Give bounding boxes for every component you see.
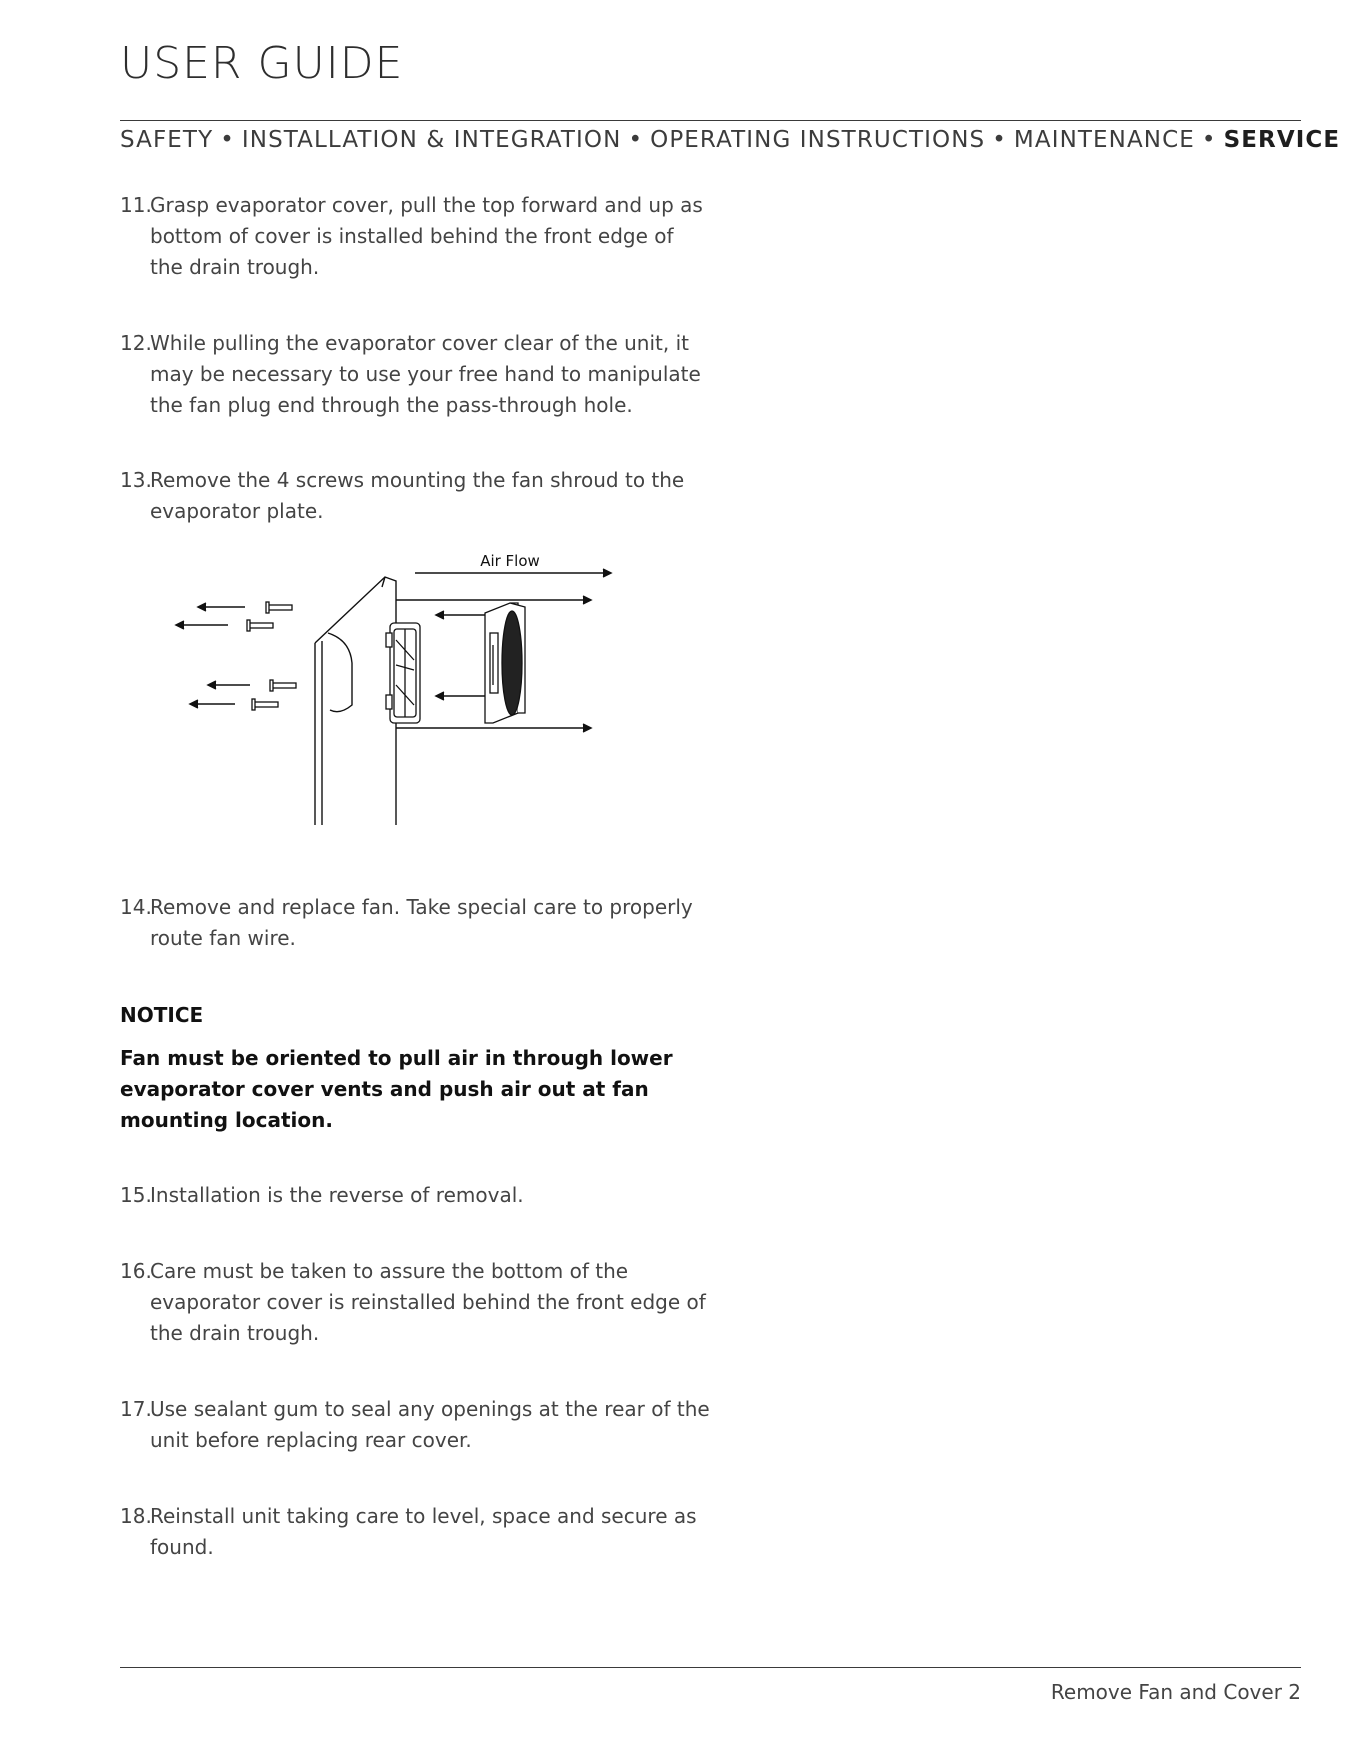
fan-removal-diagram [160,545,640,825]
footer-divider [120,1667,1301,1668]
nav-separator: • [992,127,1007,153]
nav-item-maintenance[interactable]: MAINTENANCE [1013,127,1195,153]
step-number: 12. [120,331,152,355]
notice-body: Fan must be oriented to pull air in through lower evaporator cover vents and push air out at fan mounting location. [120,1046,673,1132]
nav-item-installation[interactable]: INSTALLATION & INTEGRATION [241,127,622,153]
nav-separator: • [1201,127,1217,153]
step-text: Reinstall unit taking care to level, space and secure as found. [150,1504,697,1559]
nav-item-operating-instructions[interactable]: OPERATING INSTRUCTIONS [650,127,986,153]
step-text: Installation is the reverse of removal. [150,1183,524,1207]
footer-page-label: Remove Fan and Cover 2 [1050,1680,1301,1704]
step-text: Care must be taken to assure the bottom of the evaporator cover is reinstalled behind the front edge of the drain trough. [150,1259,706,1345]
step-text: Use sealant gum to seal any openings at the rear of the unit before replacing rear cover. [150,1397,710,1452]
step-17 [120,1394,710,1456]
fan-icon [386,623,420,723]
step-number: 11. [120,193,152,217]
step-number: 13. [120,468,152,492]
evaporator-plate [315,577,396,825]
screws [247,602,296,710]
step-16 [120,1256,710,1349]
step-18 [120,1501,710,1563]
step-text: Remove the 4 screws mounting the fan shroud to the evaporator plate. [150,468,685,523]
section-nav [120,127,1341,153]
step-number: 18. [120,1504,152,1528]
nav-item-safety[interactable]: SAFETY [120,127,214,153]
header-divider [120,120,1301,121]
nav-separator: • [220,127,235,153]
step-text: While pulling the evaporator cover clear of the unit, it may be necessary to use your free hand to manipulate the fan plug end through the pass-through hole. [150,331,701,417]
step-number: 16. [120,1259,152,1283]
step-number: 14. [120,895,152,919]
notice-heading: NOTICE [120,1003,204,1027]
step-number: 17. [120,1397,152,1421]
step-12 [120,328,710,421]
fan-shroud-icon [485,603,525,723]
step-11 [120,190,710,283]
step-14 [120,892,710,954]
page-title: USER GUIDE [120,38,404,89]
step-text: Grasp evaporator cover, pull the top forward and up as bottom of cover is installed behind the front edge of the drain trough. [150,193,703,279]
step-text: Remove and replace fan. Take special care to properly route fan wire. [150,895,693,950]
air-flow-label: Air Flow [480,552,540,570]
nav-separator: • [628,127,644,153]
step-number: 15. [120,1183,152,1207]
step-15 [120,1180,710,1211]
step-13 [120,465,710,527]
nav-item-service[interactable]: SERVICE [1223,127,1341,153]
